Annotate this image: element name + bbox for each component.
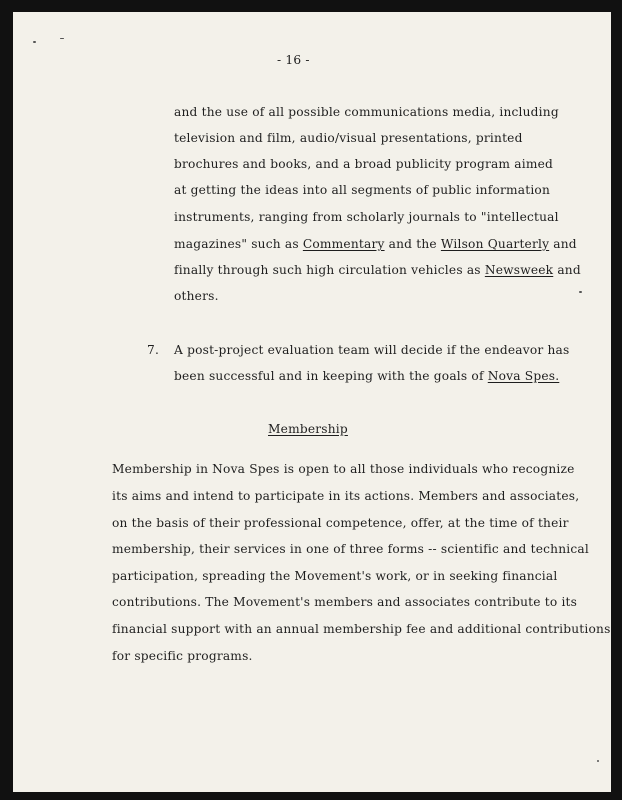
page-number: - 16 -: [277, 53, 310, 67]
list-item-line: A post-project evaluation team will decide if the endeavor has: [174, 343, 570, 357]
text-run: and: [553, 263, 581, 277]
scan-speck: [579, 291, 582, 293]
text-run: and the: [384, 237, 441, 251]
membership-paragraph-line: participation, spreading the Movement's work, or in seeking financial: [112, 569, 558, 583]
list-item-line: [174, 369, 559, 383]
paragraph-line: at getting the ideas into all segments of public information: [174, 183, 551, 197]
membership-paragraph-line: for specific programs.: [112, 649, 253, 663]
membership-paragraph-line: its aims and intend to participate in its actions. Members and associates,: [112, 489, 580, 503]
paragraph-line: [174, 237, 577, 251]
scan-speck: [597, 760, 599, 762]
text-run: finally through such high circulation vehicles as: [174, 263, 485, 277]
scan-speck: [33, 41, 36, 43]
paragraph-line: and the use of all possible communications media, including: [174, 105, 559, 119]
document-page: [13, 12, 611, 792]
publication-newsweek: Newsweek: [484, 263, 554, 277]
text-run: been successful and in keeping with the goals of: [174, 369, 488, 383]
publication-commentary: Commentary: [302, 237, 385, 251]
membership-paragraph-line: financial support with an annual membership fee and additional contributions: [112, 622, 611, 636]
publication-wilson-quarterly: Wilson Quarterly: [440, 237, 550, 251]
membership-paragraph-line: Membership in Nova Spes is open to all those individuals who recognize: [112, 462, 575, 476]
paragraph-line: brochures and books, and a broad publicity program aimed: [174, 157, 554, 171]
text-run: and: [549, 237, 577, 251]
list-item-number: 7.: [147, 343, 160, 357]
text-run: magazines" such as: [174, 237, 303, 251]
membership-paragraph-line: contributions. The Movement's members and associates contribute to its: [112, 595, 578, 609]
section-heading-membership: Membership: [268, 422, 348, 436]
membership-paragraph-line: on the basis of their professional competence, offer, at the time of their: [112, 516, 569, 530]
paragraph-line: instruments, ranging from scholarly journals to "intellectual: [174, 210, 559, 224]
paragraph-line: others.: [174, 289, 219, 303]
scan-speck: [60, 38, 64, 39]
nova-spes-underlined: Nova Spes.: [487, 369, 560, 383]
membership-paragraph-line: membership, their services in one of three forms -- scientific and technical: [112, 542, 589, 556]
paragraph-line: [174, 263, 581, 277]
paragraph-line: television and film, audio/visual presentations, printed: [174, 131, 523, 145]
